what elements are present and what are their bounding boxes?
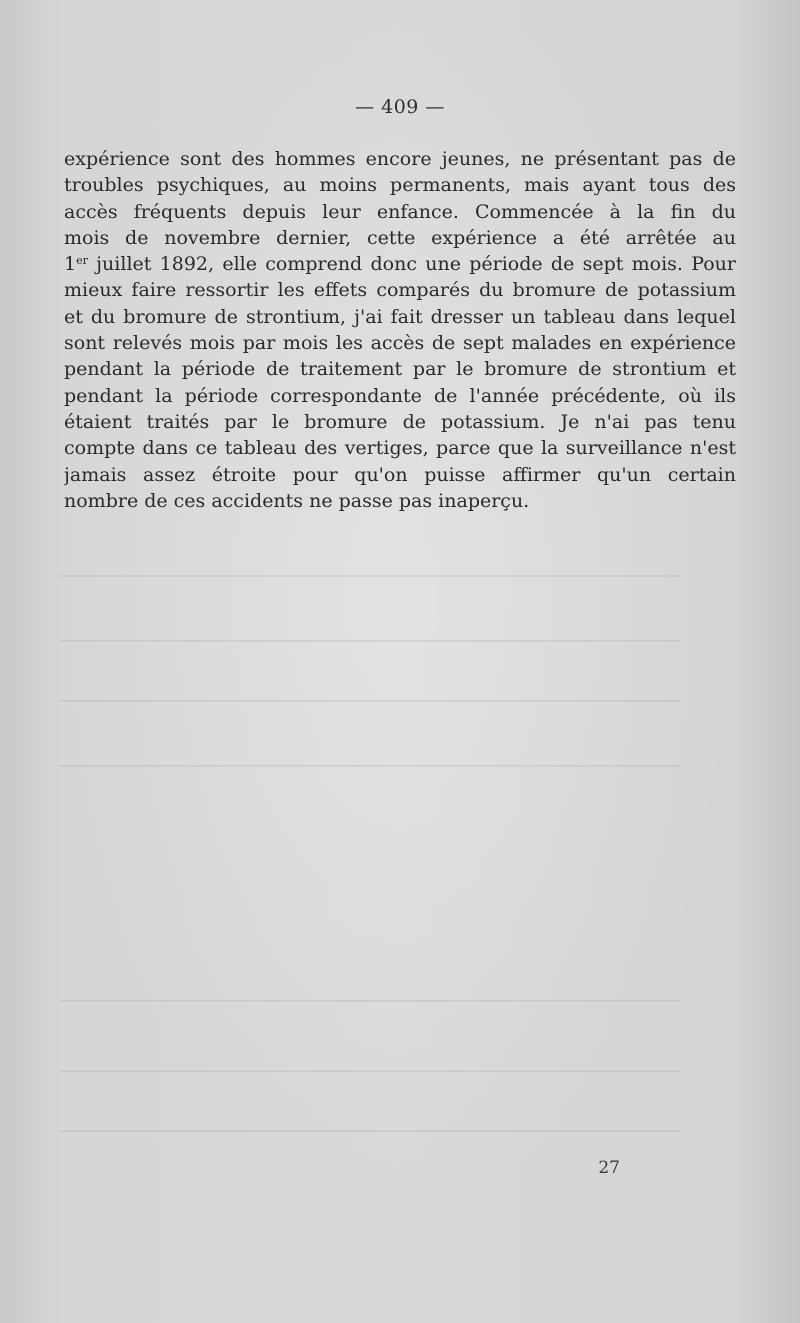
signature-mark: 27 [598,1158,620,1178]
text-line: pendant la période correspondante de l'année précédente, où ils [64,384,736,407]
ordinal-suffix: er [76,254,88,268]
bleed-through-line [60,1000,680,1002]
bleed-through-line [60,1070,680,1072]
body-paragraph [64,146,736,514]
text-line: expérience sont des hommes encore jeunes, ne présentant pas de [64,148,736,170]
text-line: pendant la période de traitement par le bromure de strontium et [64,358,736,381]
text-line: nombre de ces accidents ne passe pas inaperçu. [64,489,530,512]
text-line: compte dans ce tableau des vertiges, parce que la surveillance n'est [64,437,736,460]
text-line: sont relevés mois par mois les accès de sept malades en expérience [64,332,736,355]
text-line: mieux faire ressortir les effets comparés du bromure de potassium [64,279,736,302]
text-line: jamais assez étroite pour qu'on puisse affirmer qu'un certain [64,463,736,486]
text-line: mois de novembre dernier, cette expérience a été arrêtée au [64,226,736,249]
text-line: étaient traités par le bromure de potassium. Je n'ai pas tenu [64,410,736,433]
bleed-through-line [60,1130,680,1132]
page-number: — 409 — [355,96,445,118]
text-line-rest: juillet 1892, elle comprend donc une période de sept mois. Pour [96,253,736,276]
text-line-with-ordinal [64,251,736,277]
text-line: accès fréquents depuis leur enfance. Commencée à la fin du [64,200,736,223]
bleed-through-line [60,575,680,577]
text-line: troubles psychiques, au moins permanents, mais ayant tous des [64,174,736,197]
ordinal-number: 1 [64,253,77,276]
bleed-through-line [60,700,680,702]
bleed-through-line [60,640,680,642]
bleed-through-line [60,765,680,767]
text-line: et du bromure de strontium, j'ai fait dresser un tableau dans lequel [64,305,736,328]
